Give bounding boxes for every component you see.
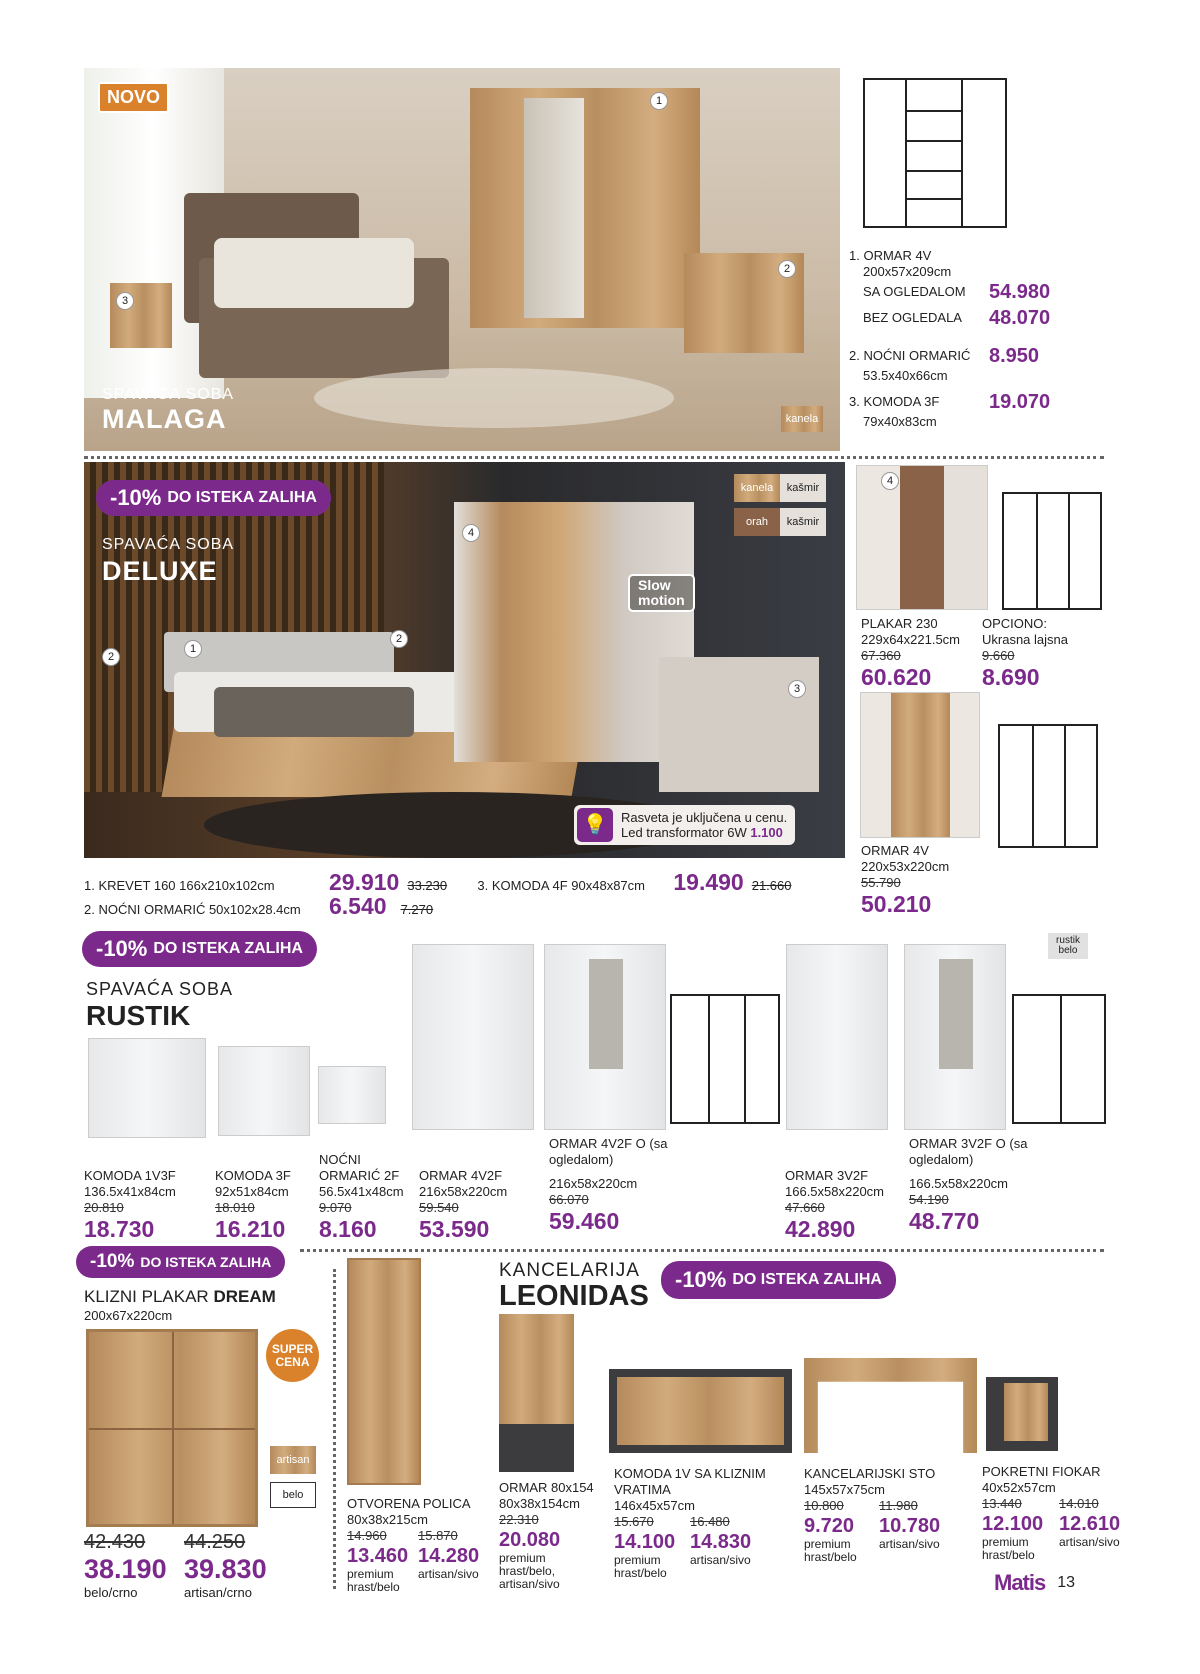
price: 14.830	[690, 1531, 752, 1553]
ormar-3v2fo-drawing	[1012, 994, 1106, 1124]
old-price: 55.790	[861, 875, 901, 890]
leonidas-fiokar-info	[982, 1464, 1152, 1562]
product-name: ORMAR 3V2F O (sa ogledalom)	[909, 1136, 1028, 1167]
old-price: 11.980	[879, 1498, 918, 1513]
rustik-product	[785, 1168, 905, 1242]
old-price: 9.070	[319, 1200, 352, 1215]
product-dims: 166.5x58x220cm	[785, 1184, 885, 1199]
finish: artisan/sivo	[1059, 1535, 1120, 1549]
old-price: 20.810	[84, 1200, 124, 1215]
product-dims: 92x51x84cm	[215, 1184, 289, 1199]
swatch-kasmir: kašmir	[780, 508, 826, 536]
ormar-3v2fo-image	[904, 944, 1006, 1130]
price: 54.980	[989, 281, 1051, 303]
discount-badge	[76, 1246, 285, 1278]
discount-percent: -10%	[96, 936, 148, 961]
nocni-image	[318, 1066, 386, 1124]
divider	[84, 456, 1104, 459]
product-name: PLAKAR 230	[861, 616, 938, 631]
price: 6.540	[329, 893, 387, 919]
old-price: 13.440	[982, 1496, 1022, 1511]
leonidas-fiokar-image	[986, 1377, 1058, 1451]
super-text: SUPER	[271, 1341, 314, 1356]
polica-info	[347, 1496, 497, 1528]
item-dims: 200x57x209cm	[863, 264, 952, 279]
option-label: BEZ OGLEDALA	[863, 310, 962, 325]
price: 13.460	[347, 1545, 409, 1567]
old-price: 15.870	[418, 1528, 458, 1543]
led-price: 1.100	[750, 825, 783, 840]
product-dims: 229x64x221.5cm	[861, 632, 961, 647]
item-label: 1. KREVET 160 166x210x102cm	[84, 878, 275, 893]
old-price: 18.010	[215, 1200, 255, 1215]
slow-text: Slow	[638, 577, 671, 593]
old-price: 15.670	[614, 1514, 654, 1529]
product-dims: 220x53x220cm	[861, 859, 950, 874]
product-dims: 216x58x220cm	[549, 1176, 638, 1191]
old-price: 14.010	[1059, 1496, 1099, 1511]
malaga-price-list	[849, 248, 1069, 430]
swatch-orah: orah	[734, 508, 780, 536]
led-text: Rasveta je uključena u cenu.	[621, 810, 788, 825]
price: 60.620	[861, 664, 932, 690]
product-dims: 145x57x75cm	[804, 1482, 885, 1497]
swatch-rustik-belo: rustik belo	[1048, 933, 1088, 959]
komoda-3f-image	[218, 1046, 310, 1136]
old-price: 66.070	[549, 1192, 589, 1207]
old-price: 7.270	[400, 902, 434, 917]
slow-motion-label	[628, 574, 695, 612]
product-dims: 166.5x58x220cm	[909, 1176, 1009, 1191]
discount-percent: -10%	[90, 1251, 135, 1272]
new-badge: NOVO	[98, 82, 169, 113]
price: 14.280	[418, 1545, 480, 1567]
price: 12.610	[1059, 1513, 1121, 1535]
old-price: 59.540	[419, 1200, 459, 1215]
product-name: KOMODA 1V SA KLIZNIM VRATIMA	[614, 1466, 766, 1497]
discount-text: DO ISTEKA ZALIHA	[732, 1271, 882, 1288]
product-name: NOĆNI ORMARIĆ 2F	[319, 1152, 400, 1183]
marker-4: 4	[462, 524, 480, 542]
plakar-drawing	[1002, 492, 1102, 610]
product-name: ORMAR 4V2F	[419, 1168, 503, 1183]
leonidas-komoda-info	[614, 1466, 774, 1580]
finish: artisan/crno	[184, 1585, 252, 1600]
ormar-4v2fo-image	[544, 944, 666, 1130]
product-name: KOMODA 1V3F	[84, 1168, 176, 1183]
swatch-kasmir: kašmir	[780, 474, 826, 502]
plakar-image	[856, 465, 988, 610]
dream-price	[184, 1530, 267, 1601]
price: 14.100	[614, 1531, 676, 1553]
price: 29.910	[329, 869, 400, 895]
rustik-product	[909, 1136, 1029, 1234]
marker-3: 3	[116, 292, 134, 310]
leonidas-komoda-image	[609, 1369, 792, 1453]
discount-badge	[82, 931, 317, 967]
swatch-artisan: artisan	[270, 1446, 316, 1474]
price: 39.830	[184, 1554, 267, 1584]
product-dims: 80x38x154cm	[499, 1496, 580, 1511]
marker-2: 2	[778, 260, 796, 278]
product-title	[84, 1287, 276, 1307]
ormar-4v-drawing	[998, 724, 1098, 848]
brand-logo: Matis	[994, 1570, 1046, 1595]
item-label: 3. KOMODA 4F 90x48x87cm	[477, 878, 645, 893]
product-dims: 200x67x220cm	[84, 1308, 173, 1323]
item-dims: 53.5x40x66cm	[863, 368, 948, 383]
marker-3: 3	[788, 680, 806, 698]
old-price: 44.250	[184, 1531, 246, 1553]
product-dims: 216x58x220cm	[419, 1184, 508, 1199]
finish: artisan/sivo	[418, 1567, 479, 1581]
old-price: 22.310	[499, 1512, 539, 1527]
price: 20.080	[499, 1529, 561, 1551]
price: 38.190	[84, 1554, 167, 1584]
option-label: SA OGLEDALOM	[863, 284, 966, 299]
color-swatches	[734, 474, 826, 536]
polica-image	[347, 1258, 421, 1485]
product-name: ORMAR 4V2F O (sa ogledalom)	[549, 1136, 668, 1167]
product-dims: 146x45x57cm	[614, 1498, 695, 1513]
collection-title: LEONIDAS	[499, 1280, 649, 1312]
rustik-product	[419, 1168, 539, 1242]
super-cena-badge	[266, 1329, 319, 1382]
led-info	[574, 805, 795, 845]
price: 50.210	[861, 891, 932, 917]
discount-percent: -10%	[675, 1267, 727, 1292]
marker-2: 2	[102, 648, 120, 666]
old-price: 14.960	[347, 1528, 387, 1543]
collection-title: RUSTIK	[86, 1000, 191, 1031]
deluxe-photo	[84, 462, 845, 858]
dream-price	[84, 1530, 167, 1601]
product-name: OPCIONO:	[982, 616, 1048, 631]
product-name: POKRETNI FIOKAR	[982, 1464, 1101, 1479]
marker-4: 4	[881, 472, 899, 490]
title-bold: DREAM	[213, 1287, 276, 1306]
price: 8.160	[319, 1216, 377, 1242]
old-price: 67.360	[861, 648, 901, 663]
komoda-1v3f-image	[88, 1038, 206, 1138]
ormar-4v-info	[861, 843, 949, 917]
item-label: 1. ORMAR 4V	[849, 248, 932, 263]
finish: premium hrast/belo	[614, 1553, 667, 1580]
finish: artisan/sivo	[690, 1553, 751, 1567]
motion-text: motion	[638, 592, 685, 608]
price: 8.950	[989, 345, 1040, 367]
title-text: KLIZNI PLAKAR	[84, 1287, 209, 1306]
price: 48.070	[989, 307, 1051, 329]
collection-title: DELUXE	[102, 556, 218, 586]
discount-badge	[96, 480, 331, 516]
price: 19.490	[673, 869, 744, 895]
price: 8.690	[982, 664, 1040, 690]
product-name: KOMODA 3F	[215, 1168, 291, 1183]
wardrobe-drawing	[863, 78, 1007, 228]
product-name: ORMAR 4V	[861, 843, 929, 858]
divider	[333, 1269, 336, 1589]
collection-subtitle: SPAVAĆA SOBA	[102, 386, 235, 403]
collection-subtitle: KANCELARIJA	[499, 1260, 640, 1281]
collection-title: MALAGA	[102, 404, 227, 434]
product-dims: 80x38x215cm	[347, 1512, 428, 1527]
discount-percent: -10%	[110, 485, 162, 510]
ormar-4v2f-image	[412, 944, 534, 1130]
old-price: 9.660	[982, 648, 1015, 663]
divider	[300, 1249, 1104, 1252]
polica-price	[418, 1528, 498, 1581]
plakar-info	[861, 616, 960, 690]
page-number: 13	[1057, 1574, 1076, 1591]
discount-text: DO ISTEKA ZALIHA	[167, 489, 317, 506]
price: 9.720	[804, 1515, 855, 1537]
swatch-kanela: kanela	[734, 474, 780, 502]
price: 42.890	[785, 1216, 856, 1242]
rustik-product	[549, 1136, 669, 1234]
leonidas-ormar-info	[499, 1480, 604, 1591]
item-label: 2. NOĆNI ORMARIĆ	[849, 348, 971, 363]
malaga-photo	[84, 68, 840, 451]
price: 19.070	[989, 391, 1051, 413]
marker-1: 1	[650, 92, 668, 110]
finish: premium hrast/belo	[347, 1567, 400, 1594]
ormar-4v-image	[860, 692, 980, 838]
deluxe-price-row-1	[84, 869, 791, 895]
rustik-product	[84, 1168, 204, 1242]
price: 53.590	[419, 1216, 490, 1242]
product-dims: 56.5x41x48cm	[319, 1184, 404, 1199]
leonidas-ormar-image	[499, 1314, 574, 1472]
old-price: 10.800	[804, 1498, 844, 1513]
old-price: 47.660	[785, 1200, 825, 1215]
rustik-product	[319, 1152, 415, 1242]
deluxe-price-row-2	[84, 893, 433, 919]
discount-text: DO ISTEKA ZALIHA	[140, 1254, 272, 1270]
item-dims: 79x40x83cm	[863, 414, 937, 429]
product-desc: Ukrasna lajsna	[982, 632, 1068, 647]
old-price: 54.190	[909, 1192, 949, 1207]
old-price: 42.430	[84, 1531, 146, 1553]
discount-badge	[661, 1261, 896, 1299]
product-name: ORMAR 80x154	[499, 1480, 594, 1495]
finish: belo/crno	[84, 1585, 138, 1600]
old-price: 33.230	[407, 878, 448, 893]
old-price: 16.480	[690, 1514, 730, 1529]
swatch-kanela: kanela	[781, 406, 823, 432]
product-dims: 136.5x41x84cm	[84, 1184, 176, 1199]
discount-text: DO ISTEKA ZALIHA	[153, 940, 303, 957]
price: 12.100	[982, 1513, 1044, 1535]
product-dims: 40x52x57cm	[982, 1480, 1056, 1495]
finish: premium hrast/belo	[982, 1535, 1035, 1562]
collection-subtitle: SPAVAĆA SOBA	[102, 536, 235, 553]
marker-1: 1	[184, 640, 202, 658]
led-text: Led transformator 6W	[621, 825, 747, 840]
price: 16.210	[215, 1216, 286, 1242]
matis-logo	[994, 1570, 1075, 1596]
price: 48.770	[909, 1208, 980, 1234]
price: 59.460	[549, 1208, 620, 1234]
price: 18.730	[84, 1216, 155, 1242]
item-label: 3. KOMODA 3F	[849, 394, 940, 409]
product-name: KANCELARIJSKI STO	[804, 1466, 936, 1481]
product-name: OTVORENA POLICA	[347, 1496, 471, 1511]
ormar-4v2fo-drawing	[670, 994, 780, 1124]
leonidas-sto-image	[804, 1358, 977, 1453]
cena-text: CENA	[275, 1354, 310, 1369]
product-name: ORMAR 3V2F	[785, 1168, 869, 1183]
lightbulb-icon: 💡	[577, 808, 613, 842]
polica-price	[347, 1528, 417, 1594]
old-price: 21.660	[751, 878, 792, 893]
finish: artisan/sivo	[879, 1537, 940, 1551]
finish: premium hrast/belo	[804, 1537, 857, 1564]
marker-2: 2	[390, 630, 408, 648]
rustik-product	[215, 1168, 315, 1242]
leonidas-sto-info	[804, 1466, 974, 1564]
price: 10.780	[879, 1515, 941, 1537]
finish: premium hrast/belo, artisan/sivo	[499, 1551, 560, 1591]
collection-subtitle: SPAVAĆA SOBA	[86, 979, 234, 999]
item-label: 2. NOĆNI ORMARIĆ 50x102x28.4cm	[84, 902, 301, 917]
swatch-belo: belo	[270, 1482, 316, 1508]
dream-wardrobe-image	[86, 1329, 258, 1527]
opciono-info	[982, 616, 1068, 690]
ormar-3v2f-image	[786, 944, 888, 1130]
